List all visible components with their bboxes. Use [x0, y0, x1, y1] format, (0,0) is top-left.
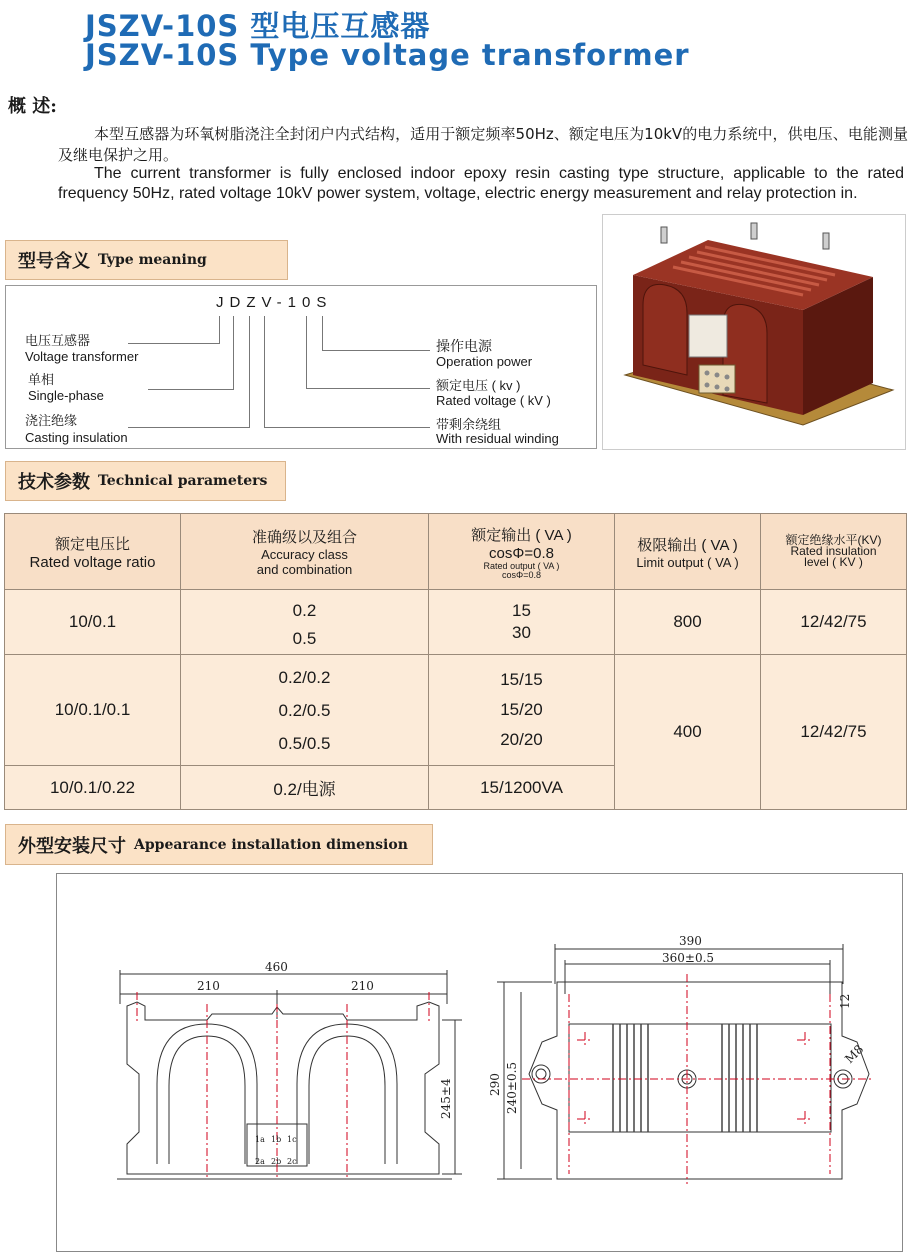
- type-meaning-heading: [5, 240, 288, 280]
- label-single-phase-en: Single-phase: [28, 388, 104, 403]
- cell-accuracy: 0.2 0.5: [181, 590, 429, 655]
- front-height: 245±4: [439, 1078, 453, 1119]
- cell-ratio: 10/0.1/0.1: [5, 655, 181, 766]
- technical-heading-cn: 技术参数: [18, 472, 90, 493]
- terminal-1a: 1a: [255, 1135, 265, 1144]
- table-header-row: [5, 514, 907, 590]
- connector-line-z: [128, 316, 250, 428]
- type-meaning-diagram: [5, 285, 597, 449]
- dimension-drawing-svg: [57, 874, 902, 1251]
- front-half-left: 210: [197, 979, 220, 993]
- label-casting-insulation-en: Casting insulation: [25, 430, 128, 445]
- terminal-2c: 2c: [287, 1157, 297, 1166]
- product-photo: [602, 214, 906, 450]
- dimension-heading: [5, 824, 433, 865]
- cell-ratio: 10/0.1: [5, 590, 181, 655]
- terminal-1b: 1b: [271, 1135, 282, 1144]
- plan-view: [497, 944, 869, 1179]
- dimension-heading-en: Appearance installation dimension: [134, 836, 408, 853]
- plan-mount-width: 360±0.5: [662, 951, 715, 965]
- plan-centerlines: [522, 974, 872, 1184]
- cell-limit: 800: [615, 590, 761, 655]
- col-header-insulation: 额定绝缘水平(KV) Rated insulation level ( KV ): [761, 514, 907, 590]
- label-casting-insulation-cn: 浇注绝缘: [25, 413, 78, 428]
- label-voltage-transformer-en: Voltage transformer: [25, 349, 139, 364]
- col-header-accuracy: 准确级以及组合 Accuracy class and combination: [181, 514, 429, 590]
- label-operation-power-cn: 操作电源: [436, 338, 492, 354]
- cell-output: 15 30: [429, 590, 615, 655]
- page-title-en: JSZV-10S Type voltage transformer: [85, 38, 690, 72]
- dimension-heading-cn: 外型安装尺寸: [18, 835, 126, 857]
- type-meaning-heading-cn: 型号含义: [18, 251, 90, 272]
- table-row: [5, 590, 907, 655]
- cell-accuracy: 0.2/0.2 0.2/0.5 0.5/0.5: [181, 655, 429, 766]
- terminal-2b: 2b: [271, 1157, 282, 1166]
- col-header-output: 额定输出 ( VA ) cosΦ=0.8 Rated output ( VA ) cosΦ=0.8: [429, 514, 615, 590]
- plan-height: 290: [488, 1073, 502, 1096]
- technical-parameters-table: [4, 513, 907, 810]
- front-view: [117, 970, 462, 1179]
- cell-insulation: 12/42/75: [761, 590, 907, 655]
- front-half-right: 210: [351, 979, 374, 993]
- plan-slot: 12: [838, 993, 852, 1009]
- overview-text-cn: 本型互感器为环氧树脂浇注全封闭户内式结构，适用于额定频率50Hz、额定电压为10kV的电力系统中，供电压、电能测量及继电保护之用。: [58, 125, 908, 164]
- label-residual-winding-en: With residual winding: [436, 431, 559, 446]
- dimension-drawing: [56, 873, 903, 1252]
- label-voltage-transformer-cn: 电压互感器: [25, 333, 91, 348]
- cell-insulation: 12/42/75: [761, 655, 907, 810]
- type-code: JDZV-10S: [216, 294, 333, 311]
- plan-mount-height: 240±0.5: [505, 1061, 519, 1114]
- connector-line-s: [322, 316, 430, 351]
- cell-limit: 400: [615, 655, 761, 810]
- type-meaning-heading-en: Type meaning: [98, 252, 207, 268]
- terminal-1c: 1c: [287, 1135, 297, 1144]
- label-single-phase-cn: 单相: [28, 372, 55, 387]
- cell-output: 15/1200VA: [429, 766, 615, 810]
- front-overall-width: 460: [265, 960, 288, 974]
- overview-text-en: The current transformer is fully enclosed indoor epoxy resin casting type structure, applicable to the rated frequency 50Hz, rated voltage 10kV power system, voltage, electric energy measurement and relay protection in.: [58, 165, 904, 202]
- col-header-limit: 极限输出 ( VA ) Limit output ( VA ): [615, 514, 761, 590]
- label-residual-winding-cn: 带剩余绕组: [436, 417, 502, 432]
- cell-output: 15/15 15/20 20/20: [429, 655, 615, 766]
- label-operation-power-en: Operation power: [436, 354, 533, 369]
- transformer-illustration: [603, 215, 905, 449]
- plan-overall-width: 390: [679, 934, 702, 948]
- technical-parameters-heading: [5, 461, 286, 501]
- label-rated-voltage-en: Rated voltage ( kV ): [436, 393, 551, 408]
- label-rated-voltage-cn: 额定电压 ( kv ): [436, 378, 521, 393]
- page-title-cn: JSZV-10S 型电压互感器: [85, 9, 431, 43]
- cell-accuracy: 0.2/电源: [181, 766, 429, 810]
- terminal-2a: 2a: [255, 1157, 265, 1166]
- overview-label: 概 述:: [8, 96, 57, 117]
- plan-ribs: [613, 1024, 757, 1132]
- cell-ratio: 10/0.1/0.22: [5, 766, 181, 810]
- col-header-ratio: 额定电压比 Rated voltage ratio: [5, 514, 181, 590]
- plan-bolt: M8: [842, 1042, 867, 1067]
- technical-heading-en: Technical parameters: [98, 473, 268, 489]
- table-row: [5, 655, 907, 766]
